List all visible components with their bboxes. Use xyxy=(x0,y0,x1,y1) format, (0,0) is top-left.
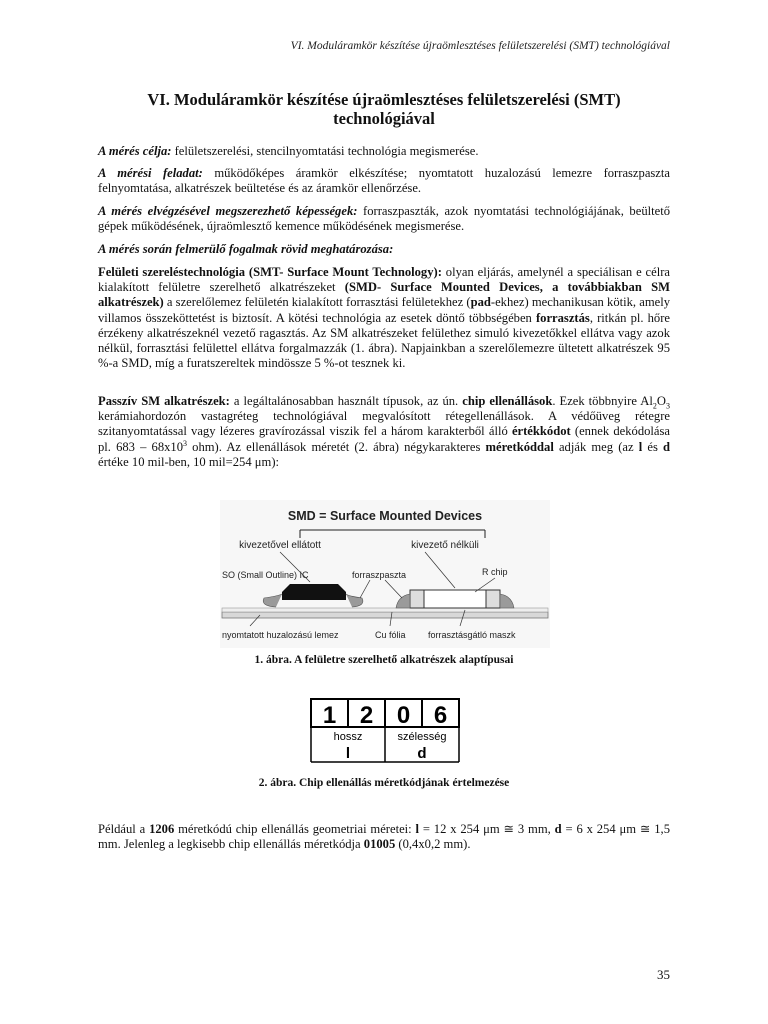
pcb-board xyxy=(222,612,548,618)
task-text: működőképes áramkör elkészítése; nyomtatott huzalozású lemezre forraszpaszta felnyomtatása, alkatrészek beültetése és az áramkör ellenőrzése. xyxy=(98,166,670,196)
size-code-digit-2: 2 xyxy=(359,702,374,729)
passive-term: Passzív SM alkatrészek: xyxy=(98,394,230,408)
smt-text-2: a szerelőlemez felületén kialakított forrasztási felületekhez ( xyxy=(163,295,471,310)
smt-term: Felületi szereléstechnológia (SMT- Surface Mount Technology): xyxy=(98,265,442,279)
passive-text-5: ohm). Az ellenállások méretét (2. ábra) négykarakteres xyxy=(187,439,486,454)
symbol-width: d xyxy=(417,745,427,762)
soldering-term: forrasztás xyxy=(535,310,590,325)
symbol-length: l xyxy=(345,745,351,762)
page-title xyxy=(98,90,670,128)
running-header: VI. Moduláramkör készítése újraömlesztéses felületszerelési (SMT) technológiával xyxy=(290,40,670,52)
paragraph-example xyxy=(98,822,670,852)
so-ic-body xyxy=(282,584,346,592)
pad-term: pad xyxy=(470,295,491,310)
paragraph-passive xyxy=(98,394,670,470)
section-goal xyxy=(98,144,670,159)
subscript-2: 2 xyxy=(652,401,657,411)
section-task xyxy=(98,166,670,196)
label-so-ic: SO (Small Outline) IC xyxy=(222,570,309,580)
passive-text-3: kerámiahordozón vastagréteg technológiával megvalósított rétegellenállások. A védőüveg rétegre szitanyomtatással vagy lézeres gravírozással viszik fel a három karakterből álló xyxy=(98,409,670,439)
size-code-digit-1: 1 xyxy=(322,702,337,729)
figure-smd-types xyxy=(220,500,550,648)
r-chip-terminal-right xyxy=(486,590,500,608)
example-text-1: Például a xyxy=(98,822,150,836)
concepts-label: A mérés során felmerülő fogalmak rövid meghatározása: xyxy=(98,242,394,256)
symbol-l: l xyxy=(638,439,643,454)
example-symbol-d: d xyxy=(554,822,562,836)
smd-term: (SMD- Surface Mounted Devices, a továbbiakban SM alkatrészek) xyxy=(98,280,670,310)
value-code-term: értékkódot xyxy=(511,424,571,439)
passive-text-2b: O xyxy=(656,394,666,408)
figure2-caption: 2. ábra. Chip ellenállás méretkódjának értelmezése xyxy=(258,777,510,789)
example-symbol-l: l xyxy=(415,822,420,836)
label-solder-mask: forrasztásgátló maszk xyxy=(428,630,516,640)
figure1-title: SMD = Surface Mounted Devices xyxy=(287,509,483,523)
chip-resistor-term: chip ellenállások xyxy=(462,394,553,408)
smt-text-4: , ritkán pl. hőre érzékeny alkatrészeknél vezető ragasztás. Az SM alkatrészeket felülethez simuló kivezetőkkel ellátva vagy azok nélkül, forrasztási felülettel ellátva forgalmazzák (1. ábra). Napjainkban a szerelőlemezre ültetett alkatrészek 95 %-a SMD, míg a furatszereltek mindössze 5 %-ot tesznek ki. xyxy=(98,310,670,371)
figure1-caption: 1. ábra. A felületre szerelhető alkatrészek alaptípusai xyxy=(254,654,514,666)
section-skills xyxy=(98,204,670,234)
task-label: A mérési feladat: xyxy=(98,166,203,180)
example-text-3: = 12 x 254 μm ≅ 3 mm, xyxy=(419,822,555,836)
symbol-d: d xyxy=(662,439,670,454)
example-code-01005: 01005 xyxy=(363,837,396,852)
label-pcb: nyomtatott huzalozású lemez xyxy=(222,630,339,640)
passive-text-6: adják meg (az xyxy=(553,439,639,454)
size-code-digit-4: 6 xyxy=(433,702,448,729)
size-code-digit-3: 0 xyxy=(396,702,411,729)
skills-label: A mérés elvégzésével megszerezhető képességek: xyxy=(98,204,358,218)
label-width: szélesség xyxy=(397,731,447,743)
smt-text-3: -ekhez) mechanikusan kötik, amely villamos összeköttetést is biztosít. A kötési technológia az esetek döntő többségében xyxy=(98,295,671,325)
goal-label: A mérés célja: xyxy=(98,144,172,158)
passive-text-8: értéke 10 mil-ben, 10 mil=254 μm): xyxy=(98,454,280,469)
size-code-term: méretkóddal xyxy=(485,439,554,454)
passive-text-4: (ennek dekódolása pl. 683 – 68x10 xyxy=(98,424,670,454)
figure-size-code xyxy=(310,698,460,764)
example-code-1206: 1206 xyxy=(149,822,175,836)
label-solder-paste: forraszpaszta xyxy=(352,570,407,580)
goal-text: felületszerelési, stencilnyomtatási technológia megismerése. xyxy=(171,144,479,158)
example-text-4: = 6 x 254 μm ≅ 1,5 mm. Jelenleg a legkisebb chip ellenállás méretkódja xyxy=(98,822,670,852)
passive-text-2: . Ezek többnyire Al xyxy=(552,394,653,408)
subscript-3: 3 xyxy=(665,401,670,411)
so-ic-base xyxy=(282,592,346,600)
example-text-2: méretkódú chip ellenállás geometriai méretei: xyxy=(174,822,416,836)
paragraph-smt xyxy=(98,265,670,371)
passive-text-7: és xyxy=(642,439,663,454)
label-cu-foil: Cu fólia xyxy=(375,630,406,640)
page-title-line2: technológiával xyxy=(333,109,435,128)
passive-text-1: a legáltalánosabban használt típusok, az ún. xyxy=(229,394,463,408)
smt-text-1: olyan eljárás, amelynél a speciálisan e célra kialakított felületre szerelhető alkatrészeket xyxy=(98,265,670,295)
label-with-leads: kivezetővel ellátott xyxy=(239,540,321,551)
example-text-5: (0,4x0,2 mm). xyxy=(395,837,471,852)
label-r-chip: R chip xyxy=(482,567,508,577)
section-concepts xyxy=(98,242,670,257)
superscript-3: 3 xyxy=(183,438,188,448)
page-number: 35 xyxy=(657,967,670,982)
r-chip-terminal-left xyxy=(410,590,424,608)
page-title-line1: VI. Moduláramkör készítése újraömlesztéses felületszerelési (SMT) xyxy=(147,90,621,109)
label-length: hossz xyxy=(333,731,363,743)
solder-mask xyxy=(222,608,548,612)
label-without-leads: kivezető nélküli xyxy=(411,540,479,551)
skills-text: forraszpaszták, azok nyomtatási technológiájának, beültető gépek működésének, újraömlesztő kemence működésének megismerése. xyxy=(98,204,670,234)
